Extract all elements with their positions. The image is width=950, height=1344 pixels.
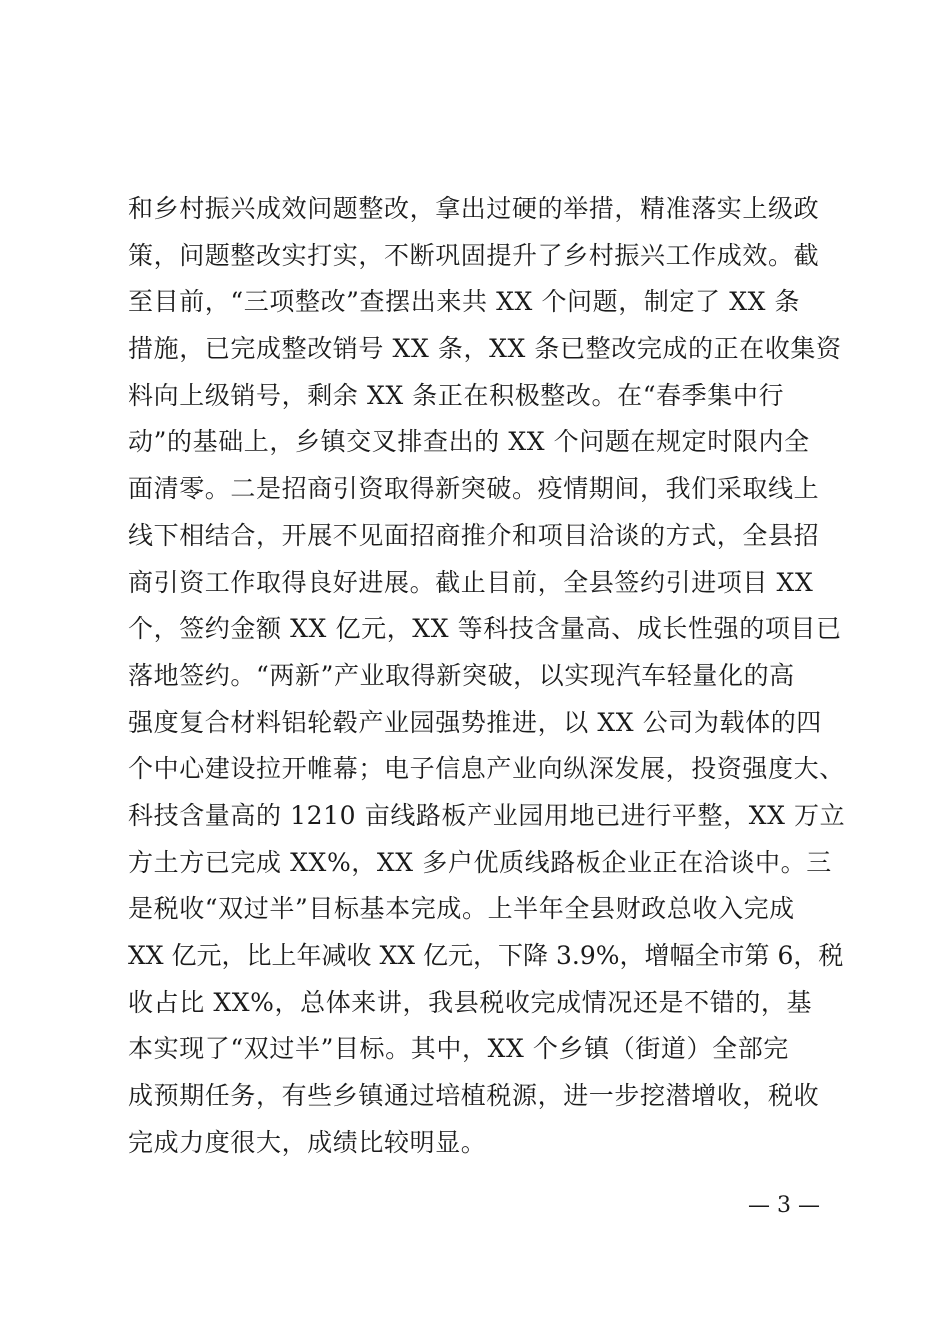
text-line: 个中心建设拉开帷幕；电子信息产业向纵深发展，投资强度大、 xyxy=(128,754,845,784)
text-line: 方土方已完成 XX%，XX 多户优质线路板企业正在洽谈中。三 xyxy=(128,847,832,877)
text-line: 完成力度很大，成绩比较明显。 xyxy=(128,1127,487,1157)
text-line: 面清零。二是招商引资取得新突破。疫情期间，我们采取线上 xyxy=(128,474,820,504)
text-line: 本实现了“双过半”目标。其中，XX 个乡镇（街道）全部完 xyxy=(128,1034,789,1064)
text-line: 线下相结合，开展不见面招商推介和项目洽谈的方式，全县招 xyxy=(128,520,820,550)
text-line: 科技含量高的 1210 亩线路板产业园用地已进行平整，XX 万立 xyxy=(128,800,846,830)
text-line: 收占比 XX%，总体来讲，我县税收完成情况还是不错的，基 xyxy=(128,987,813,1017)
text-line: XX 亿元，比上年减收 XX 亿元，下降 3.9%，增幅全市第 6，税 xyxy=(128,941,844,970)
text-line: 强度复合材料铝轮毂产业园强势推进，以 XX 公司为载体的四 xyxy=(128,707,822,737)
text-line: 料向上级销号，剩余 XX 条正在积极整改。在“春季集中行 xyxy=(128,380,785,410)
text-line: 策，问题整改实打实，不断巩固提升了乡村振兴工作成效。截 xyxy=(128,240,820,270)
text-line: 个，签约金额 XX 亿元，XX 等科技含量高、成长性强的项目已 xyxy=(128,614,842,644)
text-line: 是税收“双过半”目标基本完成。上半年全县财政总收入完成 xyxy=(128,894,795,924)
text-line: 商引资工作取得良好进展。截止目前，全县签约引进项目 XX xyxy=(128,567,814,597)
text-line: 和乡村振兴成效问题整改，拿出过硬的举措，精准落实上级政 xyxy=(128,194,820,223)
text-line: 措施，已完成整改销号 XX 条，XX 条已整改完成的正在收集资 xyxy=(128,334,842,364)
text-line: 落地签约。“两新”产业取得新突破，以实现汽车轻量化的高 xyxy=(128,660,795,690)
text-line: 动”的基础上，乡镇交叉排查出的 XX 个问题在规定时限内全 xyxy=(128,427,810,457)
page-number: — 3 — xyxy=(748,1193,820,1218)
text-line: 成预期任务，有些乡镇通过培植税源，进一步挖潜增收，税收 xyxy=(128,1081,820,1111)
text-line: 至目前，“三项整改”查摆出来共 XX 个问题，制定了 XX 条 xyxy=(128,287,801,317)
body-paragraph xyxy=(128,186,848,1166)
